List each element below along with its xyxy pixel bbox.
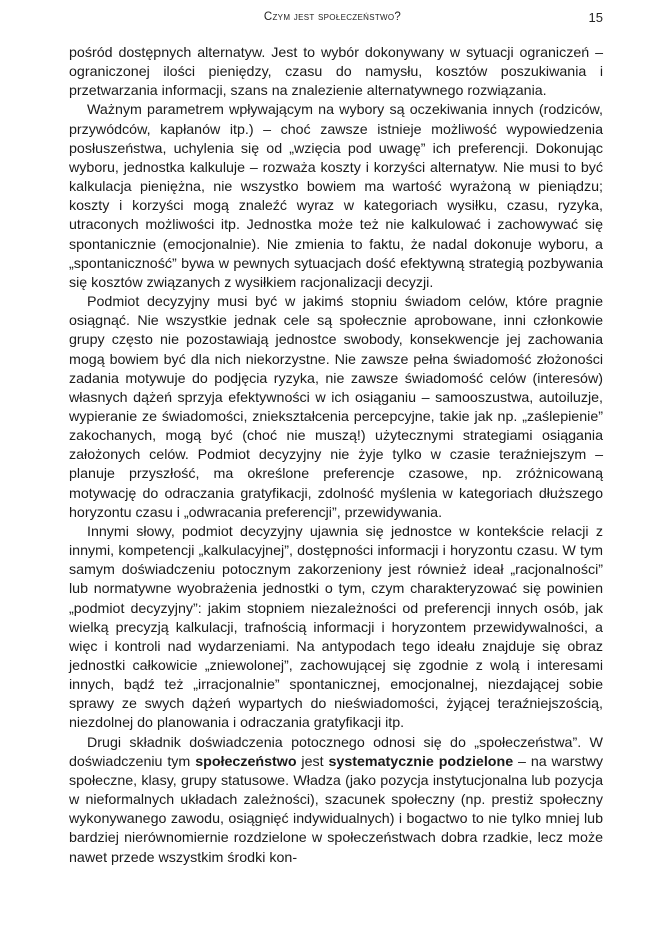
paragraph-text: – na warstwy społeczne, klasy, grupy statusowe. Władza (jako pozycja instytucjonalna lub pozycja w nieformalnych układach zależności), szacunek społeczny (np. prestiż społeczny wykonywanego zawodu, osiągnięć indywidualnych) i bogactwo to nie tylko mniej lub bardziej nierównomiernie rozdzielone w społeczeństwach dobra rzadkie, lecz może nawet przede wszystkim środki kon- xyxy=(69,753,604,866)
paragraph-text: jest xyxy=(296,753,329,770)
running-head xyxy=(62,11,603,27)
paragraph: pośród dostępnych alternatyw. Jest to wybór dokonywany w sytuacji ograniczeń – ograniczonej ilości pieniędzy, czasu do namysłu, kosztów poszukiwania i przetwarzania informacji, szans na znalezienie alternatywnego rozwiązania. xyxy=(69,45,603,100)
paragraph-text: Drugi składnik doświadczenia potocznego odnosi się do „społeczeństwa”. W doświadczeniu tym xyxy=(69,734,603,770)
paragraph: Innymi słowy, podmiot decyzyjny ujawnia się jednostce w kontekście relacji z innymi, kompetencji „kalkulacyjnej”, dostępności informacji i horyzontu czasu. W tym samym doświadczeniu potocznym zakorzeniony jest również ideał „racjonalności” lub normatywne wyobrażenia jednostki o tym, czym charakteryzować się powinien „podmiot decyzyjny”: jakim stopniem niezależności od preferencji innych osób, jak wielką precyzją kalkulacji, trafnością informacji i horyzontem przewidywalności, a więc i kontroli nad wydarzeniami. Na antypodach tego ideału znajduje się obraz jednostki całkowicie „zniewolonej”, zachowującej się zgodnie z wolą i interesami innych, bądź też „irracjonalnie” spontanicznej, emocjonalnej, niezdającej sobie sprawy ze swych dążeń wypartych do nieświadomości, żyjącej teraźniejszością, niezdolnej do planowania i odraczania gratyfikacji itp. xyxy=(69,523,603,732)
paragraph: Podmiot decyzyjny musi być w jakimś stopniu świadom celów, które pragnie osiągnąć. Nie wszystkie jednak cele są społecznie aprobowane, inni członkowie grupy często nie pozostawiają jednostce swobody, konsekwencje jej zachowania mogą bowiem być dla nich niekorzystne. Nie zawsze pełna świadomość złożoności zadania motywuje do podjęcia ryzyka, nie zawsze świadomość celów (interesów) własnych dążeń sprzyja efektywności w ich osiąganiu – samooszustwa, autoiluzje, wypieranie ze świadomości, zniekształcenia percepcyjne, takie jak np. „zaślepienie” zakochanych, mogą być (choć nie muszą!) użytecznymi strategiami osiągania założonych celów. Podmiot decyzyjny nie żyje tylko w czasie teraźniejszym – planuje przyszłość, ma określone preferencje czasowe, np. zróżnicowaną motywację do odraczania gratyfikacji, zdolność myślenia w kategoriach dłuższego horyzontu czasu i „odwracania preferencji”, przewidywania. xyxy=(69,294,603,521)
running-title: Czym jest społeczeństwo? xyxy=(263,11,402,23)
paragraph: Ważnym parametrem wpływającym na wybory są oczekiwania innych (rodziców, przywódców, kapłanów itp.) – choć zawsze istnieje możliwość wypowiedzenia posłuszeństwa, uchylenia się od „wzięcia pod uwagę” ich preferencji. Dokonując wyboru, jednostka kalkuluje – rozważa koszty i korzyści alternatyw. Nie musi to być kalkulacja pieniężna, nie wszystko bowiem ma wartość wyrażoną w pieniądzu; koszty i korzyści mogą znaleźć wyraz w kategoriach wysiłku, czasu, ryzyka, utraconych możliwości itp. Jednostka może też nie kalkulować i zachowywać się spontanicznie (emocjonalnie). Nie zmienia to faktu, że nadal dokonuje wyboru, a „spontaniczność” bywa w pewnych sytuacjach dość efektywną strategią pozbywania się kosztów związanych z wysiłkiem racjonalizacji decyzji. xyxy=(69,102,603,291)
emphasis-term: systematycznie podzielone xyxy=(328,753,514,770)
body-text xyxy=(69,44,603,868)
page-number: 15 xyxy=(588,10,603,25)
emphasis-term: społeczeństwo xyxy=(195,753,297,770)
paragraph xyxy=(69,734,603,868)
